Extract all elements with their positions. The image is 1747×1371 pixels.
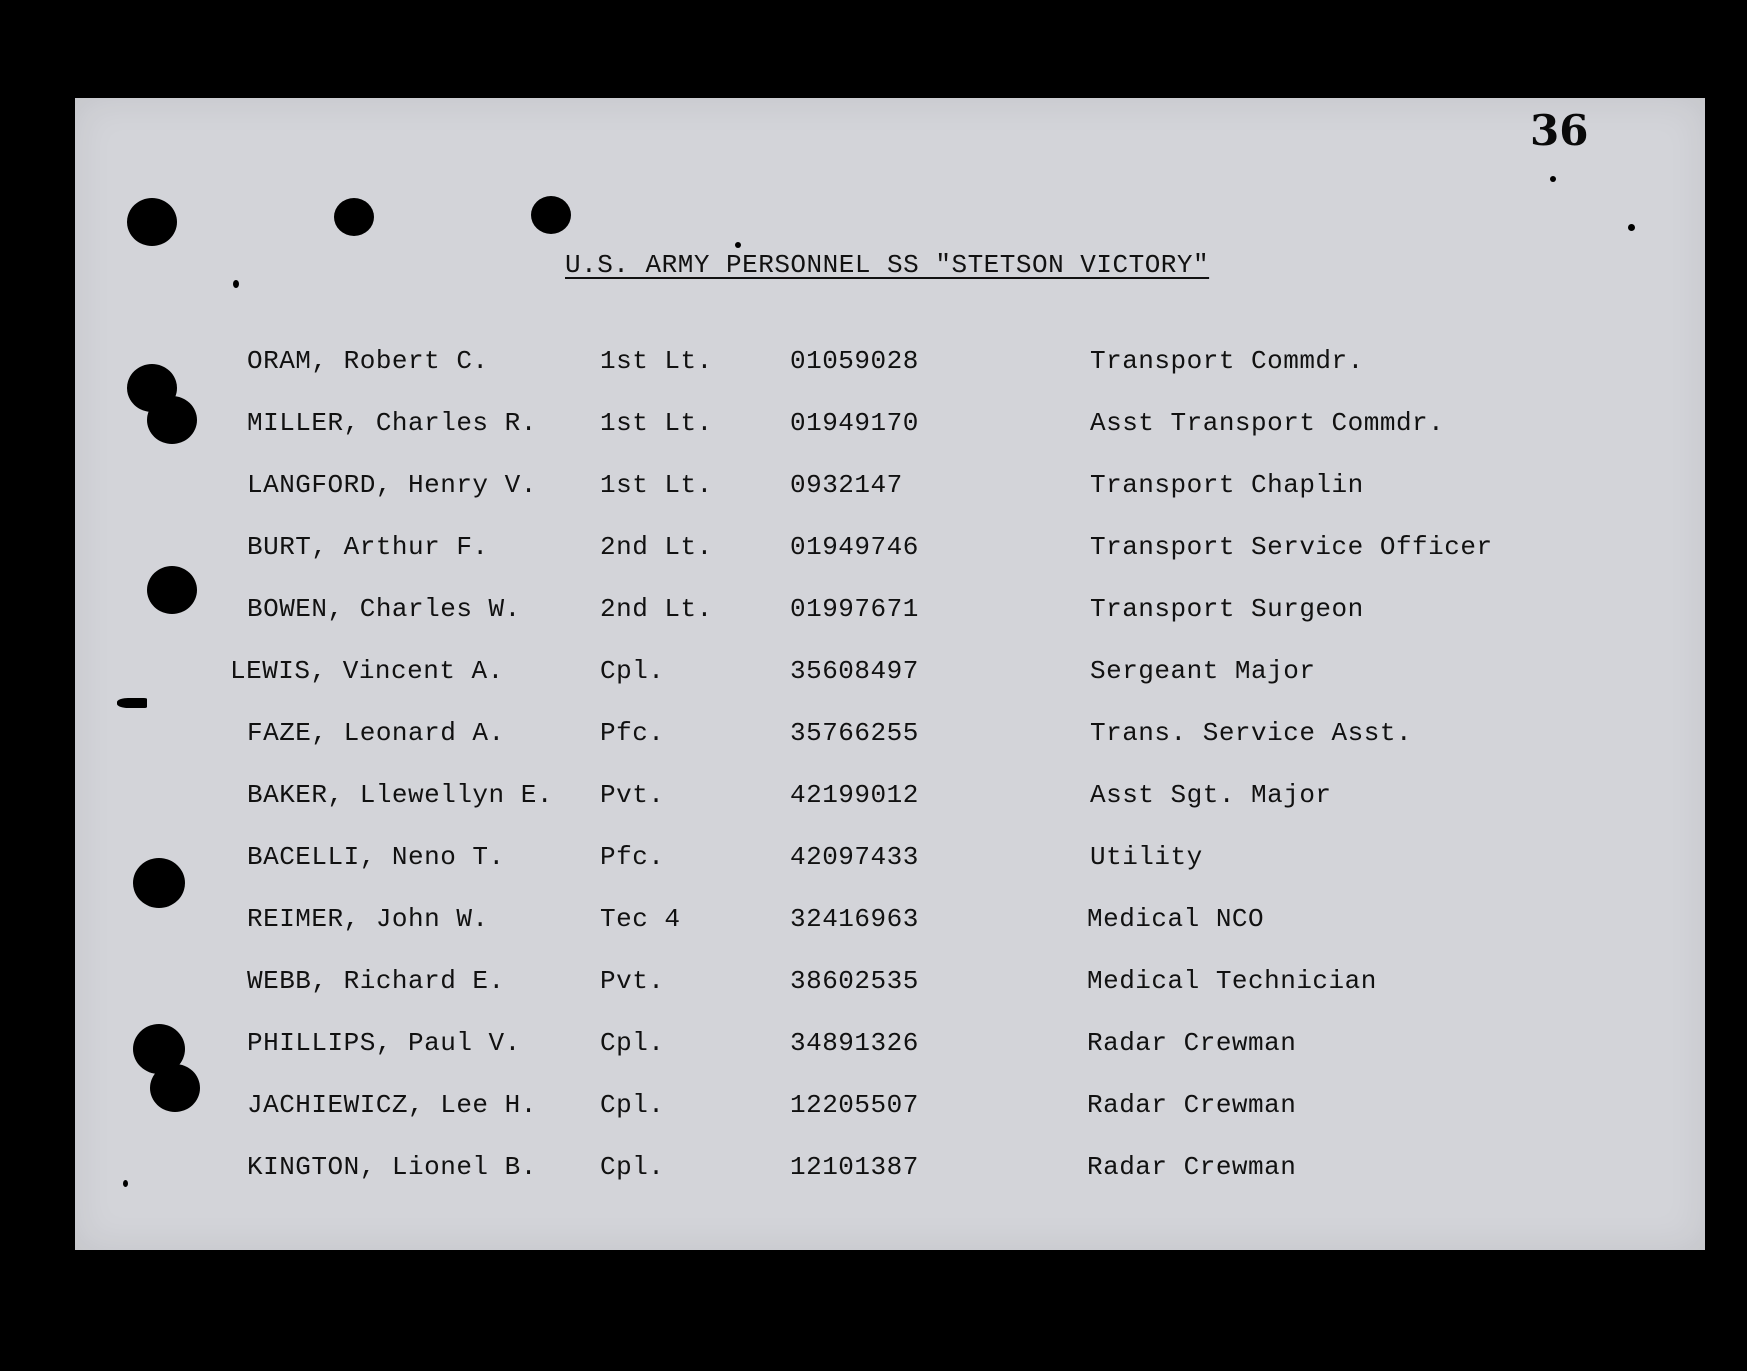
person-serial: 35608497 [790,656,919,686]
person-serial: 34891326 [790,1028,919,1058]
person-serial: 35766255 [790,718,919,748]
personnel-row [75,842,1705,878]
personnel-row [75,532,1705,568]
person-duty: Transport Commdr. [1090,346,1364,376]
person-serial: 01059028 [790,346,919,376]
person-name: WEBB, Richard E. [247,966,505,996]
punch-hole [334,198,374,236]
person-duty: Asst Transport Commdr. [1090,408,1445,438]
person-serial: 38602535 [790,966,919,996]
person-duty: Medical Technician [1087,966,1377,996]
personnel-row [75,1152,1705,1188]
personnel-row [75,470,1705,506]
personnel-row [75,718,1705,754]
speck-mark [735,242,741,248]
personnel-row [75,594,1705,630]
personnel-row [75,656,1705,692]
person-duty: Transport Chaplin [1090,470,1364,500]
personnel-row [75,346,1705,382]
person-rank: Pvt. [600,966,665,996]
person-name: LANGFORD, Henry V. [247,470,537,500]
punch-hole [150,1064,200,1112]
document-page [75,98,1705,1250]
person-name: BACELLI, Neno T. [247,842,505,872]
speck-mark [117,698,147,708]
person-name: FAZE, Leonard A. [247,718,505,748]
person-rank: 1st Lt. [600,346,713,376]
person-rank: 2nd Lt. [600,532,713,562]
person-rank: Pfc. [600,718,665,748]
person-name: PHILLIPS, Paul V. [247,1028,521,1058]
punch-hole [133,858,185,908]
person-duty: Utility [1090,842,1203,872]
person-serial: 32416963 [790,904,919,934]
person-name: ORAM, Robert C. [247,346,489,376]
person-serial: 12101387 [790,1152,919,1182]
person-duty: Radar Crewman [1087,1028,1297,1058]
person-name: KINGTON, Lionel B. [247,1152,537,1182]
personnel-row [75,780,1705,816]
person-serial: 01949170 [790,408,919,438]
person-rank: Cpl. [600,656,665,686]
person-name: LEWIS, Vincent A. [230,656,504,686]
punch-hole [147,566,197,614]
person-duty: Trans. Service Asst. [1090,718,1413,748]
person-rank: Pvt. [600,780,665,810]
person-rank: Cpl. [600,1152,665,1182]
personnel-row [75,966,1705,1002]
person-name: BAKER, Llewellyn E. [247,780,553,810]
person-duty: Asst Sgt. Major [1090,780,1332,810]
person-rank: Tec 4 [600,904,681,934]
person-duty: Radar Crewman [1087,1090,1297,1120]
person-duty: Transport Surgeon [1090,594,1364,624]
person-name: BOWEN, Charles W. [247,594,521,624]
personnel-row [75,1028,1705,1064]
person-serial: 01949746 [790,532,919,562]
person-serial: 0932147 [790,470,903,500]
person-duty: Radar Crewman [1087,1152,1297,1182]
person-serial: 12205507 [790,1090,919,1120]
person-rank: 2nd Lt. [600,594,713,624]
person-name: BURT, Arthur F. [247,532,489,562]
punch-hole [531,196,571,234]
person-rank: Pfc. [600,842,665,872]
personnel-row [75,1090,1705,1126]
person-rank: Cpl. [600,1028,665,1058]
person-duty: Transport Service Officer [1090,532,1493,562]
person-serial: 42097433 [790,842,919,872]
person-rank: Cpl. [600,1090,665,1120]
person-duty: Medical NCO [1087,904,1265,934]
speck-mark [1550,176,1556,182]
speck-mark [1628,224,1635,231]
punch-hole [127,198,177,246]
personnel-row [75,904,1705,940]
person-serial: 42199012 [790,780,919,810]
page-number: 36 [1530,106,1589,155]
person-name: MILLER, Charles R. [247,408,537,438]
personnel-row [75,408,1705,444]
person-name: JACHIEWICZ, Lee H. [247,1090,537,1120]
speck-mark [233,280,239,288]
document-title: U.S. ARMY PERSONNEL SS "STETSON VICTORY" [565,250,1210,280]
person-rank: 1st Lt. [600,408,713,438]
person-serial: 01997671 [790,594,919,624]
punch-hole [147,396,197,444]
person-name: REIMER, John W. [247,904,489,934]
person-rank: 1st Lt. [600,470,713,500]
speck-mark [123,1180,128,1187]
person-duty: Sergeant Major [1090,656,1316,686]
